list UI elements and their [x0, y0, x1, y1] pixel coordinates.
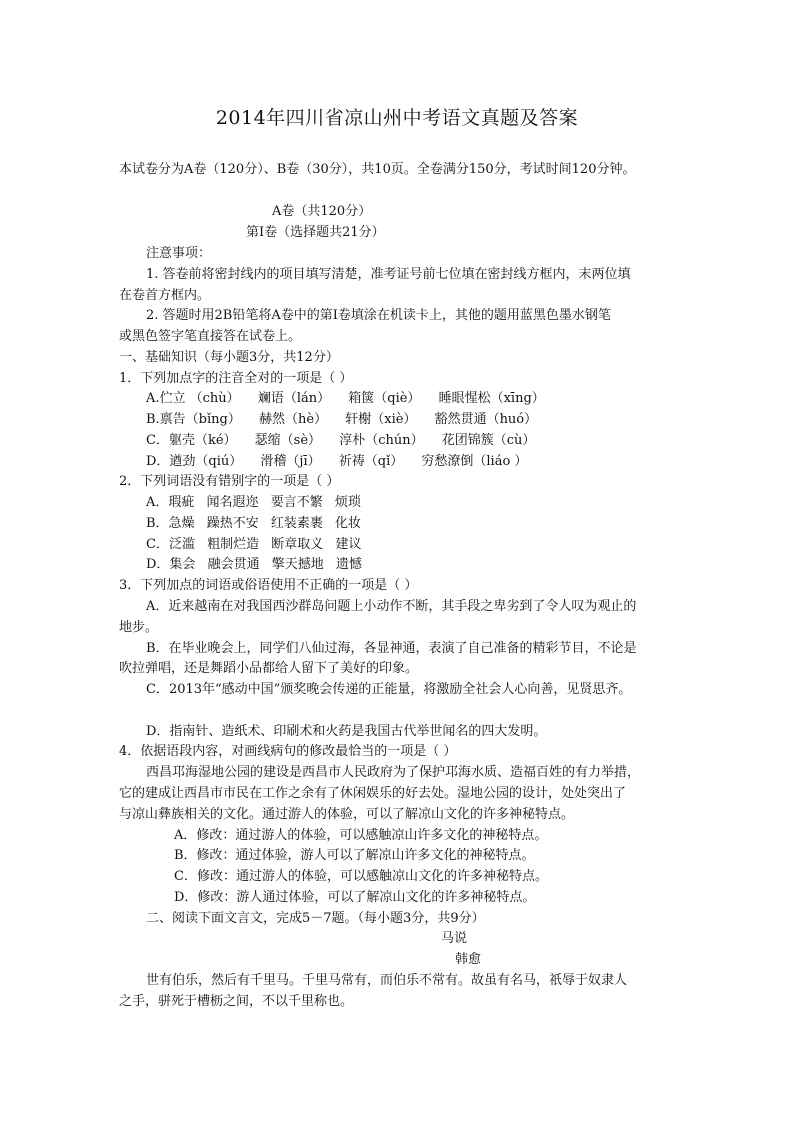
part1-heading: 一、基础知识（每小题3分，共12分） — [119, 350, 339, 365]
q2-stem: 2．下列词语没有错别字的一项是（ ） — [119, 474, 340, 489]
q1-b-item-2: 赫然（hè） — [259, 412, 328, 427]
q2-c-item-2: 粗制烂造 — [207, 537, 260, 552]
q1-b-item-4: 豁然贯通（huó） — [434, 412, 538, 427]
q1-option-b — [146, 411, 537, 429]
q2-d-item-2: 融会贯通 — [207, 557, 260, 572]
q1-d-item-1: D．遒劲（qiú） — [146, 454, 243, 469]
q2-d-item-1: D．集会 — [146, 557, 196, 572]
q1-stem: 1．下列加点字的注音全对的一项是（ ） — [119, 371, 353, 386]
q4-option-c: C．修改：通过游人的体验，可以感触凉山文化的许多神秘特点。 — [174, 869, 548, 884]
q2-option-d — [146, 556, 362, 574]
q1-option-d — [146, 453, 527, 471]
q1-b-item-3: 轩榭（xiè） — [345, 412, 417, 427]
q2-a-item-3: 要言不繁 — [270, 495, 323, 510]
classical-text-author: 韩愈 — [455, 952, 482, 967]
q4-passage-line-3: 与凉山彝族相关的文化。通过游人的体验，可以了解凉山文化的许多神秘特点。 — [119, 807, 575, 822]
q1-option-c — [146, 432, 535, 450]
q3-option-a-line-1: A．近来越南在对我国西沙群岛问题上小动作不断，其手段之卑劣到了令人叹为观止的 — [146, 599, 637, 614]
q3-option-d: D．指南针、造纸术、印刷术和火药是我国古代举世闻名的四大发明。 — [146, 724, 547, 739]
intro-text: 本试卷分为A卷（120分）、B卷（30分），共10页。全卷满分150分，考试时间120分钟。 — [119, 162, 636, 177]
q1-c-item-3: 淳朴（chún） — [339, 433, 424, 448]
q3-option-b-line-2: 吹拉弹唱，还是舞蹈小品都给人留下了美好的印象。 — [119, 661, 419, 676]
q4-option-b: B．修改：通过体验，游人可以了解凉山许多文化的神秘特点。 — [174, 848, 535, 863]
notice-1-line-1: 1. 答卷前将密封线内的项目填写清楚，准考证号前七位填在密封线方框内，末两位填 — [146, 267, 631, 282]
q2-d-item-4: 遗憾 — [335, 557, 362, 572]
section-a-heading: A卷（共120分） — [272, 204, 372, 219]
q3-option-a-line-2: 地步。 — [119, 620, 159, 635]
q2-a-item-4: 烦琐 — [334, 495, 361, 510]
q1-c-item-4: 花团锦簇（cù） — [441, 433, 536, 448]
q4-option-a: A．修改：通过游人的体验，可以感触凉山许多文化的神秘特点。 — [174, 828, 548, 843]
part2-heading: 二、阅读下面文言文，完成5－7题。（每小题3分，共9分） — [146, 911, 485, 926]
q2-d-item-3: 擎天撼地 — [271, 557, 324, 572]
q4-option-d: D．修改：游人通过体验，可以了解凉山文化的许多神秘特点。 — [174, 890, 536, 905]
q1-d-item-3: 祈祷（qǐ） — [338, 454, 404, 469]
q1-b-item-1: B.禀告（bǐng） — [146, 412, 241, 427]
notice-title: 注意事项： — [146, 246, 212, 261]
q3-option-c: C．2013年“感动中国”颁奖晚会传递的正能量，将激励全社会人心向善，见贤思齐。 — [146, 682, 632, 697]
q2-c-item-4: 建议 — [335, 537, 362, 552]
q2-option-c — [146, 536, 361, 554]
q4-passage-line-1: 西昌邛海湿地公园的建设是西昌市人民政府为了保护邛海水质、造福百姓的有力举措， — [146, 765, 641, 780]
document-title: 2014年四川省凉山州中考语文真题及答案 — [215, 107, 579, 129]
section-a-part1-heading: 第Ⅰ卷（选择题共21分） — [246, 225, 385, 240]
q1-option-a — [146, 390, 545, 408]
q1-a-item-2: 斓语（lán） — [257, 391, 331, 406]
notice-2-line-2: 或黑色签字笔直接答在试卷上。 — [119, 329, 302, 344]
q1-a-item-3: 箱箧（qiè） — [348, 391, 421, 406]
notice-1-line-2: 在卷首方框内。 — [119, 288, 211, 303]
q1-a-item-1: A.伫立 （chù） — [146, 391, 240, 406]
classical-text-line-2: 之手，骈死于槽枥之间，不以千里称也。 — [119, 994, 354, 1009]
classical-text-title: 马说 — [441, 931, 468, 946]
q3-option-b-line-1: B．在毕业晚会上，同学们八仙过海，各显神通，表演了自己准备的精彩节目，不论是 — [146, 641, 637, 656]
q1-c-item-1: C．躯壳（ké） — [146, 433, 237, 448]
q1-d-item-4: 穷愁潦倒（liáo ） — [421, 454, 528, 469]
q4-stem: 4．依据语段内容，对画线病句的修改最恰当的一项是（ ） — [119, 744, 457, 759]
classical-text-line-1: 世有伯乐，然后有千里马。千里马常有，而伯乐不常有。故虽有名马，祇辱于奴隶人 — [146, 973, 628, 988]
q2-b-item-4: 化妆 — [335, 516, 362, 531]
q2-option-b — [146, 515, 361, 533]
q2-option-a — [146, 494, 361, 512]
q2-b-item-3: 红装素裹 — [270, 516, 323, 531]
q2-c-item-1: C．泛滥 — [146, 537, 195, 552]
q4-passage-line-2: 它的建成让西昌市市民在工作之余有了休闲娱乐的好去处。湿地公园的设计，处处突出了 — [119, 786, 627, 801]
q2-a-item-2: 闻名遐迩 — [206, 495, 259, 510]
q1-a-item-4: 睡眼惺松（xīng） — [438, 391, 545, 406]
q2-a-item-1: A．瑕疵 — [146, 495, 195, 510]
notice-2-line-1: 2. 答题时用2B铅笔将A卷中的第Ⅰ卷填涂在机读卡上，其他的题用蓝黑色墨水钢笔 — [146, 308, 611, 323]
q1-c-item-2: 瑟缩（sè） — [254, 433, 322, 448]
q2-c-item-3: 断章取义 — [271, 537, 324, 552]
q2-b-item-2: 躁热不安 — [206, 516, 259, 531]
q2-b-item-1: B．急燥 — [146, 516, 195, 531]
q1-d-item-2: 滑稽（jī） — [260, 454, 321, 469]
q3-stem: 3．下列加点的词语或俗语使用不正确的一项是（ ） — [119, 578, 418, 593]
